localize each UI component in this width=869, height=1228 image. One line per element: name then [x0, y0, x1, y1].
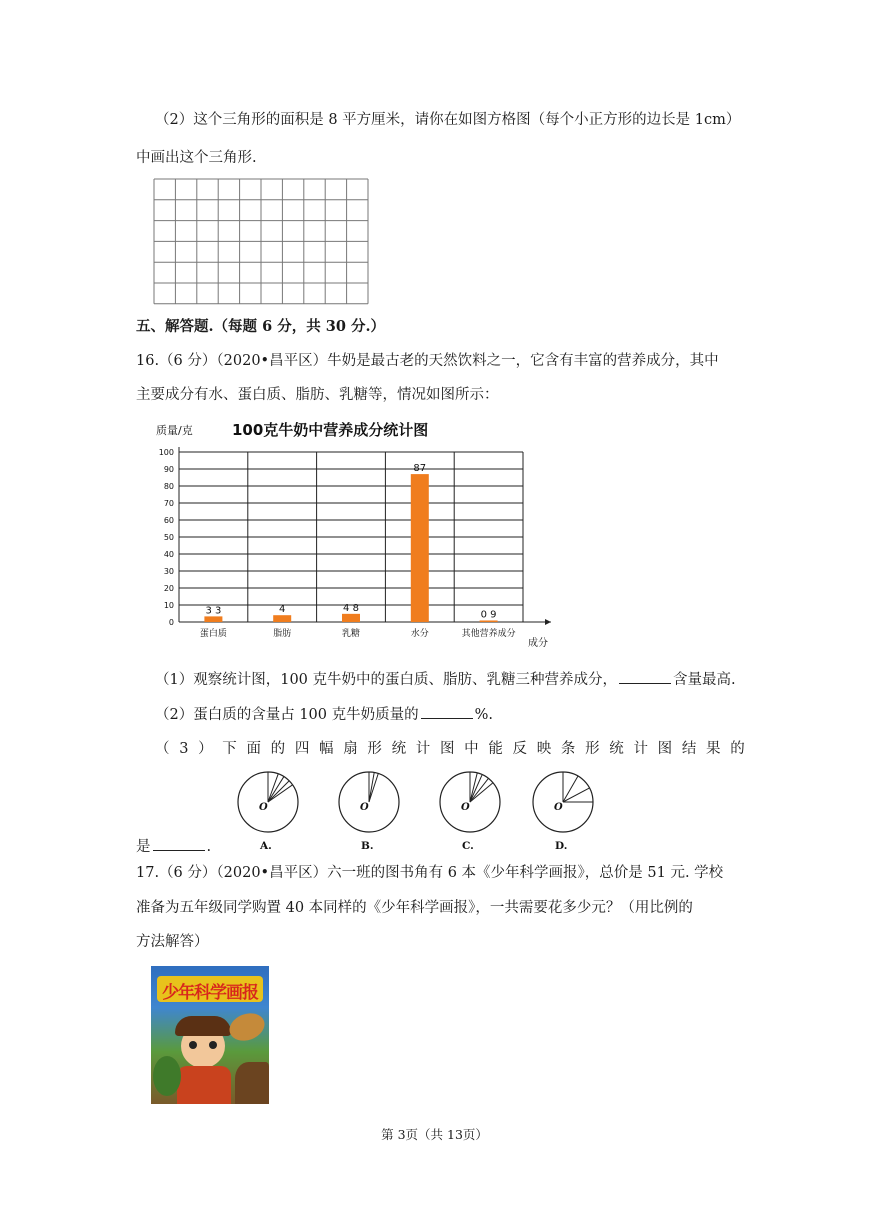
q16-sub3-char: 图: [657, 741, 673, 757]
q16-sub3-char: 3: [179, 741, 189, 757]
q16-sub1-blank[interactable]: [619, 669, 671, 684]
q16-sub3-char: 计: [415, 741, 431, 757]
q16-sub3-end-text: 是: [136, 839, 151, 855]
chart-ytick-label: 10: [163, 601, 174, 610]
chart-bar: [342, 614, 360, 622]
q16-sub3-char: 下: [222, 741, 237, 757]
q16-sub3-char: 能: [488, 741, 503, 757]
pie-sector-line: [268, 785, 293, 802]
q16-line1: 16.（6 分）（2020•昌平区）牛奶是最古老的天然饮料之一，它含有丰富的营养成分，其中: [136, 353, 719, 369]
milk-nutrition-bar-chart: [150, 413, 570, 653]
pie-option-label: A.: [260, 840, 272, 852]
q16-sub3-char: 条: [560, 741, 576, 757]
q16-sub3-char: ）: [198, 741, 213, 757]
chart-ytick-label: 40: [163, 550, 174, 559]
chart-xtick-label: 其他营养成分: [461, 629, 516, 639]
chart-bar: [411, 474, 429, 622]
chart-bar: [480, 620, 498, 622]
q16-sub3-char: 扇: [343, 741, 358, 757]
q16-sub3-char: 的: [270, 741, 286, 757]
q16-line2: 主要成分有水、蛋白质、脂肪、乳糖等，情况如图所示：: [136, 387, 499, 403]
chart-ytick-label: 0: [168, 618, 174, 627]
q17-line2: 准备为五年级同学购置 40 本同样的《少年科学画报》，一共需要花多少元？（用比例的: [136, 900, 693, 916]
chart-ytick-label: 90: [163, 465, 174, 474]
chart-xlabel: 成分: [528, 638, 548, 649]
section5-heading: 五、解答题.（每题 6 分，共 30 分.）: [136, 318, 386, 335]
chart-data-label: 3 3: [205, 605, 222, 617]
pie-option-label: D.: [555, 840, 568, 852]
q17-line1: 17.（6 分）（2020•昌平区）六一班的图书角有 6 本《少年科学画报》，总价是 51 元. 学校: [136, 865, 724, 881]
chart-data-label: 4 8: [343, 602, 359, 614]
magazine-cover-image: [151, 966, 269, 1104]
square-grid: [153, 178, 369, 306]
q16-sub3-line: [155, 739, 745, 759]
q17-line3: 方法解答）: [136, 934, 209, 950]
q16-sub1-end: 含量最高.: [673, 672, 736, 688]
q16-sub3-char: 形: [585, 741, 600, 757]
chart-xtick-label: 脂肪: [273, 629, 292, 639]
chart-xtick-label: 水分: [410, 629, 429, 639]
q16-sub3-char: 统: [609, 741, 624, 757]
pie-options: [230, 765, 610, 855]
q16-sub2-text: （2）蛋白质的含量占 100 克牛奶质量的: [155, 707, 419, 723]
pie-option-label: B.: [361, 840, 374, 852]
chart-xtick-label: 蛋白质: [199, 629, 227, 639]
q16-sub3-char: 面: [246, 741, 261, 757]
q16-sub3-char: 幅: [319, 741, 334, 757]
q16-sub1: [155, 669, 736, 690]
pie-center-label: O: [360, 802, 369, 813]
pie-center-label: O: [259, 802, 268, 813]
chart-bar: [273, 615, 291, 622]
q16-sub3-char: 形: [367, 741, 382, 757]
chart-title: 100克牛奶中营养成分统计图: [232, 421, 429, 439]
q16-sub3-blank[interactable]: [153, 836, 205, 851]
q16-sub2-end: %.: [474, 707, 494, 723]
chart-xtick-label: 乳糖: [341, 629, 361, 639]
chart-ytick-label: 70: [163, 499, 174, 508]
chart-ytick-label: 100: [158, 448, 174, 457]
chart-data-label: 0 9: [480, 609, 497, 621]
q16-sub3-char: 四: [294, 741, 310, 757]
chart-ytick-label: 50: [163, 533, 174, 542]
q15-part2-line2: 中画出这个三角形.: [136, 150, 257, 166]
q16-sub2: [155, 704, 493, 725]
chart-ytick-label: 30: [163, 567, 174, 576]
q16-sub3-char: 结: [681, 741, 697, 757]
q16-sub3-char: 果: [706, 741, 721, 757]
pie-center-label: O: [554, 802, 563, 813]
q16-sub3-char: 的: [730, 741, 745, 757]
pie-sector-line: [470, 783, 493, 802]
q16-sub3-period: .: [206, 839, 212, 855]
cover-title: 少年科学画报: [162, 983, 258, 1003]
chart-bar: [204, 616, 222, 622]
chart-ytick-label: 20: [163, 584, 174, 593]
page-footer: 第 3页（共 13页）: [381, 1127, 488, 1142]
q16-sub3-char: 统: [391, 741, 407, 757]
pie-sector-line: [268, 781, 289, 802]
q16-sub3-char: 映: [536, 741, 552, 757]
q16-sub3-char: 图: [439, 741, 455, 757]
pie-option-label: C.: [462, 840, 474, 852]
chart-ytick-label: 80: [163, 482, 174, 491]
q16-sub3-char: 反: [512, 741, 528, 757]
chart-ylabel: 质量/克: [156, 424, 193, 437]
chart-x-axis-arrow: [545, 619, 551, 625]
q15-part2-line1: （2）这个三角形的面积是 8 平方厘米，请你在如图方格图（每个小正方形的边长是 1cm）: [155, 112, 741, 128]
q16-sub1-text: （1）观察统计图，100 克牛奶中的蛋白质、脂肪、乳糖三种营养成分，: [155, 672, 618, 688]
q16-sub3-char: （: [155, 741, 170, 757]
q16-sub3-char: 中: [464, 741, 479, 757]
q16-sub3-char: 计: [633, 741, 648, 757]
q16-sub2-blank[interactable]: [421, 704, 473, 719]
chart-ytick-label: 60: [163, 516, 174, 525]
pie-center-label: O: [461, 802, 470, 813]
chart-data-label: 4: [279, 604, 286, 616]
q16-sub3-end: [136, 836, 211, 857]
chart-data-label: 87: [413, 463, 427, 475]
